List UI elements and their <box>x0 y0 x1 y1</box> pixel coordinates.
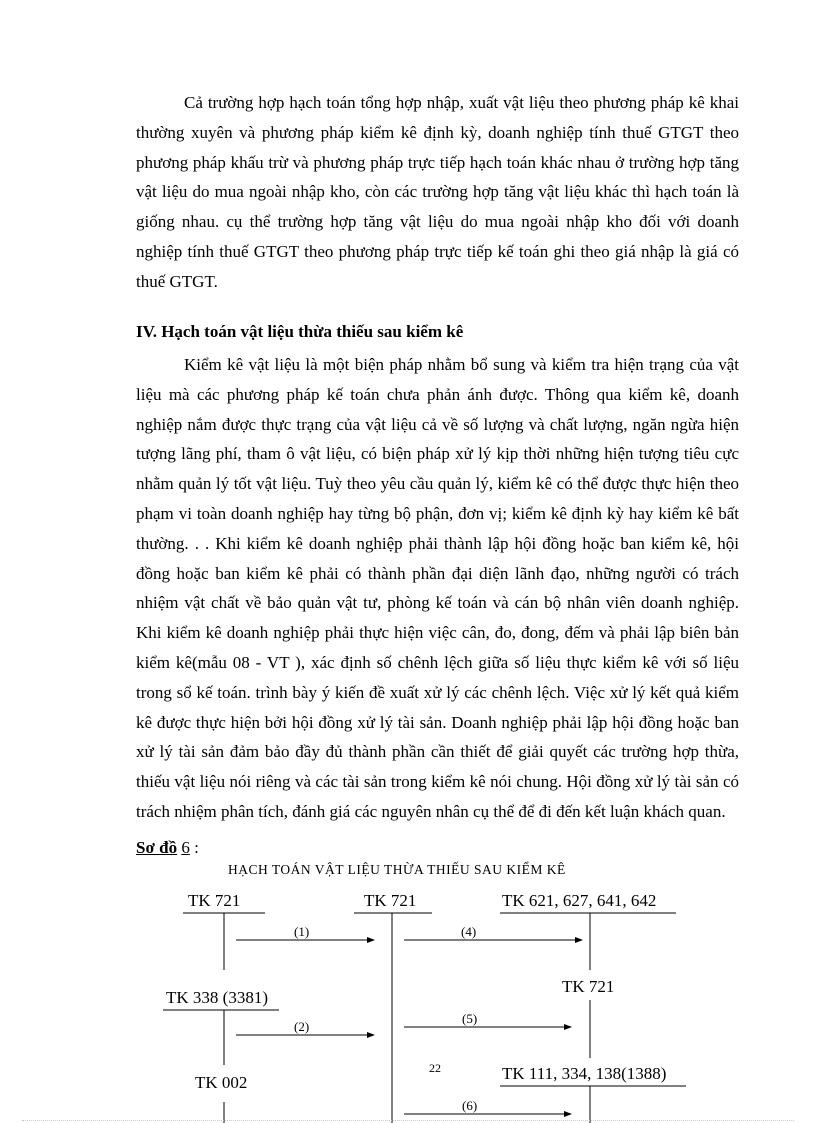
diagram-label <box>136 838 199 858</box>
arrow-6-label: (6) <box>462 1098 478 1113</box>
arrow-2-label: (2) <box>294 1019 310 1034</box>
account-right-1: TK 621, 627, 641, 642 <box>502 891 657 910</box>
intro-paragraph: Cả trường hợp hạch toán tổng hợp nhập, xuất vật liệu theo phương pháp kê khai thường xuyên và phương pháp kiểm kê định kỳ, doanh nghiệp tính thuế GTGT theo phương pháp khấu trừ và phương pháp trực tiếp hạch toán khác nhau ở trường hợp tăng vật liệu do mua ngoài nhập kho, còn các trường hợp tăng vật liệu khác thì hạch toán là giống nhau. cụ thể trường hợp tăng vật liệu do mua ngoài nhập kho đối với doanh nghiệp tính thuế GTGT theo phương pháp trực tiếp kế toán ghi theo giá nhập là giá có thuế GTGT. <box>136 93 739 291</box>
page-footer-rule <box>22 1120 794 1121</box>
account-right-3: TK 111, 334, 138(1388) <box>502 1064 667 1083</box>
account-left-2: TK 338 (3381) <box>166 988 268 1007</box>
arrow-1-label: (1) <box>294 924 310 939</box>
arrow-4-label: (4) <box>461 924 477 939</box>
arrow-5-label: (5) <box>462 1011 478 1026</box>
account-left-3: TK 002 <box>195 1073 248 1092</box>
diagram-label-suffix: : <box>189 838 199 857</box>
account-right-2: TK 721 <box>562 977 615 996</box>
account-center: TK 721 <box>364 891 417 910</box>
section-heading: IV. Hạch toán vật liệu thừa thiếu sau kiểm kê <box>136 322 464 341</box>
diagram-label-number: 6 <box>181 838 190 857</box>
inventory-paragraph: Kiểm kê vật liệu là một biện pháp nhằm bổ sung và kiểm tra hiện trạng của vật liệu mà các phương pháp kế toán chưa phản ánh được. Thông qua kiểm kê, doanh nghiệp nắm được thực trạng của vật liệu cả về số lượng và chất lượng, ngăn ngừa hiện tượng lãng phí, tham ô vật liệu, có biện pháp xử lý kịp thời những hiện tượng tiêu cực nhằm quản lý tốt vật liệu. Tuỳ theo yêu cầu quản lý, kiểm kê có thể được thực hiện theo phạm vi toàn doanh nghiệp hay từng bộ phận, đơn vị; kiểm kê định kỳ hay kiểm kê bất thường. . . Khi kiểm kê doanh nghiệp phải thành lập hội đồng hoặc ban kiểm kê, hội đồng hoặc ban kiểm kê phải có thành phần đại diện lãnh đạo, những người có trách nhiệm vật chất về bảo quản vật tư, phòng kế toán và cán bộ nhân viên doanh nghiệp. Khi kiểm kê doanh nghiệp phải thực hiện việc cân, đo, đong, đếm và phải lập biên bản kiểm kê(mẫu 08 - VT ), xác định số chênh lệch giữa số liệu thực kiểm kê với số liệu trong sổ kế toán. trình bày ý kiến đề xuất xử lý các chênh lệch. Việc xử lý kết quả kiểm kê được thực hiện bởi hội đồng xử lý tài sản. Doanh nghiệp phải lập hội đồng hoặc ban xử lý tài sản đảm bảo đầy đủ thành phần cần thiết để giải quyết các trường hợp thừa, thiếu vật liệu nói riêng và các tài sản trong kiểm kê nói chung. Hội đồng xử lý tài sản có trách nhiệm phân tích, đánh giá các nguyên nhân cụ thể để đi đến kết luận khách quan. <box>136 355 739 821</box>
diagram-label-prefix: Sơ đồ <box>136 838 178 857</box>
page-number: 22 <box>429 1061 441 1075</box>
diagram-title: HẠCH TOÁN VẬT LIỆU THỪA THIẾU SAU KIỂM KÊ <box>228 862 566 877</box>
account-left-1: TK 721 <box>188 891 241 910</box>
accounting-diagram <box>0 880 816 1123</box>
